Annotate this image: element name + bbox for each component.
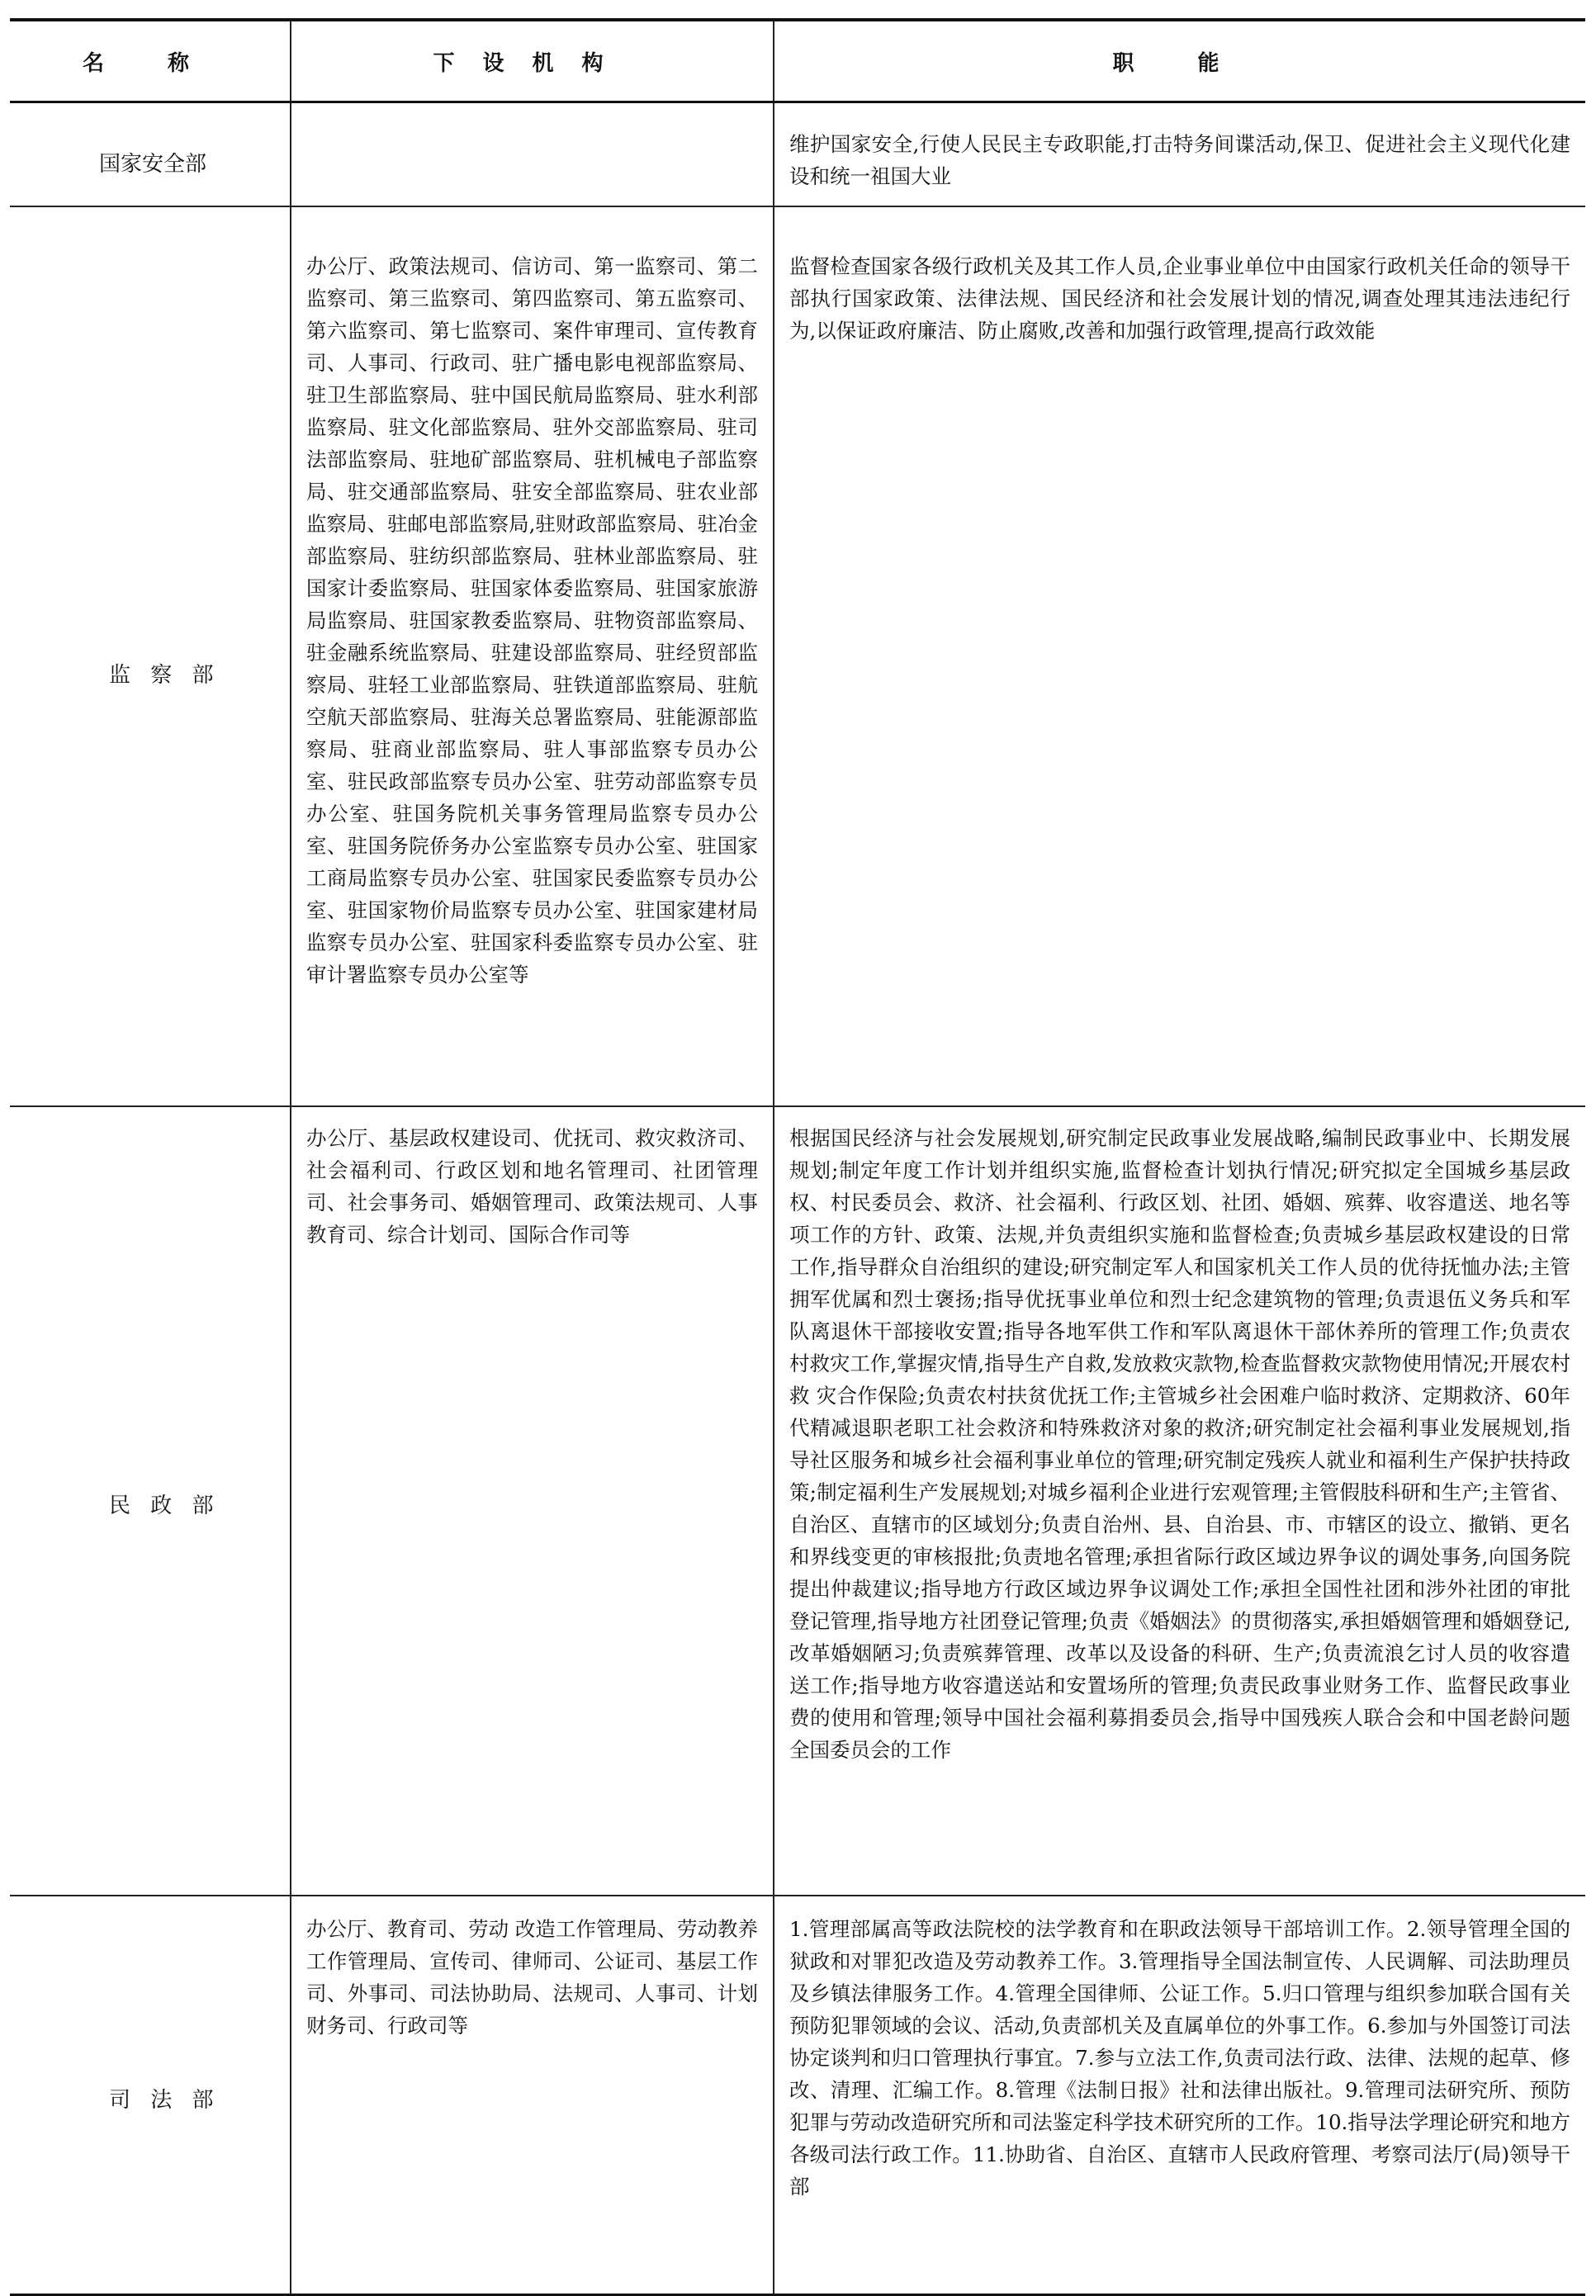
ministry-functions: 根据国民经济与社会发展规划,研究制定民政事业发展战略,编制民政事业中、长期发展规划;制定年度工作计划并组织实施,监督检查计划执行情况;研究拟定全国城乡基层政权、村民委员会、救济、社会福利、行政区划、社团、婚姻、殡葬、收容遣送、地名等项工作的方针、政策、法规,并负责组织实施和监督检查;负责城乡基层政权建设的日常工作,指导群众自治组织的建设;研究制定军人和国家机关工作人员的优待抚恤办法;主管拥军优属和烈士褒扬;指导优抚事业单位和烈士纪念建筑物的管理;负责退伍义务兵和军队离退休干部接收安置;指导各地军供工作和军队离退休干部休养所的管理工作;负责农村救灾工作,掌握灾情,指导生产自救,发放救灾款物,检查监督救灾款物使用情况;开展农村救 灾合作保险;负责农村扶贫优抚工作;主管城乡社会困难户临时救济、定期救济、60年代精减退职老职工社会救济和特殊救济对象的救济;研究制定社会福利事业发展规划,指导社区服务和城乡社会福利事业单位的管理;研究制定残疾人就业和福利生产保护扶持政策;制定福利生产发展规划;对城乡福利企业进行宏观管理;主管假肢科研和生产;主管省、自治区、直辖市的区域划分;负责自治州、县、自治县、市、市辖区的设立、撤销、更名和界线变更的审核报批;负责地名管理;承担省际行政区域边界争议的调处事务,向国务院提出仲裁建议;指导地方行政区域边界争议调处工作;承担全国性社团和涉外社团的审批登记管理,指导地方社团登记管理;负责《婚姻法》的贯彻落实,承担婚姻管理和婚姻登记,改革婚姻陋习;负责殡葬管理、改革以及设备的科研、生产;负责流浪乞讨人员的收容遣送工作;指导地方收容遣送站和安置场所的管理;负责民政事业财务工作、监督民政事业费的使用和管理;领导中国社会福利募捐委员会,指导中国残疾人联合会和中国老龄问题全国委员会的工作 (774, 1106, 1585, 1896)
table-row (10, 1896, 1585, 2295)
ministry-name: 监 察 部 (10, 206, 291, 1106)
document-page (10, 18, 1585, 2231)
header-name: 名 称 (10, 20, 291, 102)
ministry-name: 民 政 部 (10, 1106, 291, 1896)
table-row (10, 1106, 1585, 1896)
header-subordinate-units: 下设机构 (291, 20, 774, 102)
subordinate-units: 办公厅、政策法规司、信访司、第一监察司、第二监察司、第三监察司、第四监察司、第五监察司、第六监察司、第七监察司、案件审理司、宣传教育司、人事司、行政司、驻广播电影电视部监察局、驻卫生部监察局、驻中国民航局监察局、驻水利部监察局、驻文化部监察局、驻外交部监察局、驻司法部监察局、驻地矿部监察局、驻机械电子部监察局、驻交通部监察局、驻安全部监察局、驻农业部监察局、驻邮电部监察局,驻财政部监察局、驻冶金部监察局、驻纺织部监察局、驻林业部监察局、驻国家计委监察局、驻国家体委监察局、驻国家旅游局监察局、驻国家教委监察局、驻物资部监察局、驻金融系统监察局、驻建设部监察局、驻经贸部监察局、驻轻工业部监察局、驻铁道部监察局、驻航空航天部监察局、驻海关总署监察局、驻能源部监察局、驻商业部监察局、驻人事部监察专员办公室、驻民政部监察专员办公室、驻劳动部监察专员办公室、驻国务院机关事务管理局监察专员办公室、驻国务院侨务办公室监察专员办公室、驻国家工商局监察专员办公室、驻国家民委监察专员办公室、驻国家物价局监察专员办公室、驻国家建材局监察专员办公室、驻国家科委监察专员办公室、驻审计署监察专员办公室等 (291, 206, 774, 1106)
table-row (10, 102, 1585, 207)
subordinate-units: 办公厅、教育司、劳动 改造工作管理局、劳动教养工作管理局、宣传司、律师司、公证司、基层工作司、外事司、司法协助局、法规司、人事司、计划财务司、行政司等 (291, 1896, 774, 2295)
subordinate-units (291, 102, 774, 207)
table-row (10, 206, 1585, 1106)
ministry-functions: 维护国家安全,行使人民民主专政职能,打击特务间谍活动,保卫、促进社会主义现代化建设和统一祖国大业 (774, 102, 1585, 207)
header-functions: 职 能 (774, 20, 1585, 102)
ministry-name: 国家安全部 (10, 102, 291, 207)
subordinate-units: 办公厅、基层政权建设司、优抚司、救灾救济司、社会福利司、行政区划和地名管理司、社团管理司、社会事务司、婚姻管理司、政策法规司、人事教育司、综合计划司、国际合作司等 (291, 1106, 774, 1896)
ministry-functions: 1.管理部属高等政法院校的法学教育和在职政法领导干部培训工作。2.领导管理全国的狱政和对罪犯改造及劳动教养工作。3.管理指导全国法制宣传、人民调解、司法助理员及乡镇法律服务工作。4.管理全国律师、公证工作。5.归口管理与组织参加联合国有关预防犯罪领域的会议、活动,负责部机关及直属单位的外事工作。6.参加与外国签订司法协定谈判和归口管理执行事宜。7.参与立法工作,负责司法行政、法律、法规的起草、修改、清理、汇编工作。8.管理《法制日报》社和法律出版社。9.管理司法研究所、预防犯罪与劳动改造研究所和司法鉴定科学技术研究所的工作。10.指导法学理论研究和地方各级司法行政工作。11.协助省、自治区、直辖市人民政府管理、考察司法厅(局)领导干部 (774, 1896, 1585, 2295)
ministry-functions: 监督检查国家各级行政机关及其工作人员,企业事业单位中由国家行政机关任命的领导干部执行国家政策、法律法规、国民经济和社会发展计划的情况,调查处理其违法违纪行为,以保证政府廉洁、防止腐败,改善和加强行政管理,提高行政效能 (774, 206, 1585, 1106)
ministries-table (10, 18, 1585, 2296)
ministry-name: 司 法 部 (10, 1896, 291, 2295)
table-header (10, 20, 1585, 102)
